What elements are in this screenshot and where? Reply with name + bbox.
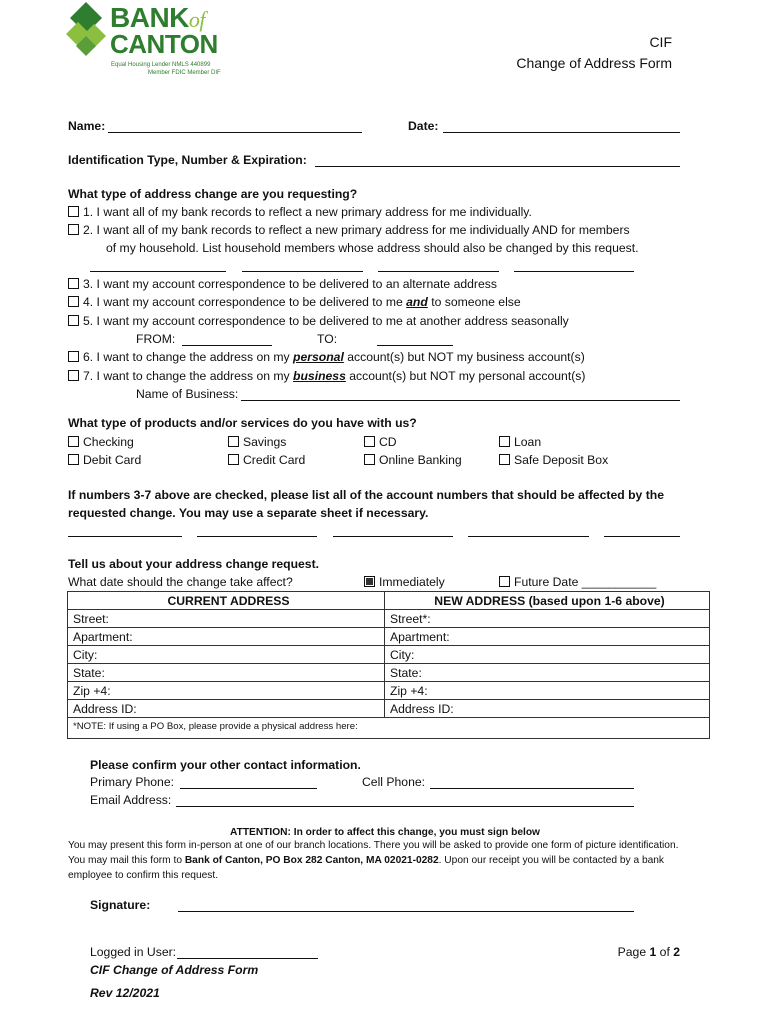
current-apartment[interactable]: Apartment: xyxy=(68,628,385,646)
contact-heading: Please confirm your other contact information. xyxy=(90,758,361,772)
immediately-label: Immediately xyxy=(379,575,445,589)
product-loan-label: Loan xyxy=(514,435,542,449)
account-number-field-3[interactable] xyxy=(333,536,453,537)
product-checking-label: Checking xyxy=(83,435,134,449)
form-title: Change of Address Form xyxy=(516,55,672,71)
option-4-label-pre: 4. I want my account correspondence to be delivered to me xyxy=(83,295,407,309)
accounts-note-line-1: If numbers 3-7 above are checked, please list all of the account numbers that should be affected by the xyxy=(68,488,664,502)
product-online-banking-label: Online Banking xyxy=(379,453,462,467)
attention-heading: ATTENTION: In order to affect this change, you must sign below xyxy=(230,827,540,838)
logged-in-user-field[interactable] xyxy=(177,958,318,959)
po-box-note-row[interactable] xyxy=(68,718,710,739)
attention-line-2 xyxy=(68,855,664,866)
form-code: CIF xyxy=(649,34,672,50)
future-date-label: Future Date xyxy=(514,575,579,589)
product-cd xyxy=(364,435,397,449)
date-label: Date: xyxy=(408,119,439,133)
product-credit-card-checkbox[interactable] xyxy=(228,454,239,465)
household-member-field-3[interactable] xyxy=(378,271,499,272)
product-cd-checkbox[interactable] xyxy=(364,436,375,447)
product-online-banking xyxy=(364,453,462,467)
product-online-banking-checkbox[interactable] xyxy=(364,454,375,465)
future-date-checkbox[interactable] xyxy=(499,576,510,587)
account-number-field-2[interactable] xyxy=(197,536,317,537)
future-date-blank[interactable]: ___________ xyxy=(581,575,657,589)
signature-field[interactable] xyxy=(178,911,634,912)
option-2-label: 2. I want all of my bank records to reflect a new primary address for me individually AND for members xyxy=(83,223,630,237)
household-member-field-2[interactable] xyxy=(242,271,363,272)
attention-line-1: You may present this form in-person at one of our branch locations. There you will be asked to provide one form of picture identification. xyxy=(68,840,679,851)
name-label: Name: xyxy=(68,119,106,133)
signature-label: Signature: xyxy=(90,898,151,912)
request-heading: Tell us about your address change request. xyxy=(68,557,320,571)
product-safe-deposit-box xyxy=(499,453,608,467)
option-2-line-2: of my household. List household members whose address should also be changed by this request. xyxy=(106,241,639,255)
to-field[interactable] xyxy=(377,345,453,346)
page-number: 1 xyxy=(649,945,657,959)
page-indicator xyxy=(618,945,680,959)
option-3-label: 3. I want my account correspondence to be delivered to an alternate address xyxy=(83,277,497,291)
email-field[interactable] xyxy=(176,806,634,807)
option-7 xyxy=(68,369,585,383)
option-3 xyxy=(68,277,497,291)
current-address-header: CURRENT ADDRESS xyxy=(68,592,385,610)
current-street[interactable]: Street: xyxy=(68,610,385,628)
option-2 xyxy=(68,223,630,237)
new-zip[interactable]: Zip +4: xyxy=(385,682,710,700)
diamond-logo-icon xyxy=(66,2,106,56)
option-7-label-pre: 7. I want to change the address on my xyxy=(83,369,294,383)
future-date-option xyxy=(499,575,656,589)
new-state[interactable]: State: xyxy=(385,664,710,682)
option-7-label-post: account(s) but NOT my personal account(s) xyxy=(345,369,586,383)
logo-of-word: of xyxy=(188,7,206,32)
change-type-question: What type of address change are you requesting? xyxy=(68,187,358,201)
option-7-label-emphasis: business xyxy=(293,369,346,383)
option-5 xyxy=(68,314,569,328)
to-label: TO: xyxy=(317,332,338,346)
option-1-label: 1. I want all of my bank records to reflect a new primary address for me individually. xyxy=(83,205,532,219)
option-5-checkbox[interactable] xyxy=(68,315,79,326)
product-savings-checkbox[interactable] xyxy=(228,436,239,447)
product-loan xyxy=(499,435,541,449)
option-6 xyxy=(68,350,585,364)
logged-in-user-label: Logged in User: xyxy=(90,945,177,959)
name-field[interactable] xyxy=(108,132,362,133)
product-cd-label: CD xyxy=(379,435,397,449)
logo-tagline-1: Equal Housing Lender NMLS 440899 xyxy=(111,62,211,68)
option-6-label-emphasis: personal xyxy=(293,350,344,364)
option-5-label: 5. I want my account correspondence to be delivered to me at another address seasonally xyxy=(83,314,569,328)
option-4-label-emphasis: and xyxy=(406,295,428,309)
business-name-field[interactable] xyxy=(241,400,680,401)
account-number-field-4[interactable] xyxy=(468,536,589,537)
cell-phone-field[interactable] xyxy=(430,788,634,789)
account-number-field-5[interactable] xyxy=(604,536,680,537)
business-name-label: Name of Business: xyxy=(136,387,239,401)
product-credit-card-label: Credit Card xyxy=(243,453,306,467)
immediately-option xyxy=(364,575,445,589)
footer-form-name: CIF Change of Address Form xyxy=(90,963,259,977)
attention-line-2-post: . Upon our receipt you will be contacted by a bank xyxy=(438,855,665,866)
household-member-field-4[interactable] xyxy=(514,271,634,272)
product-credit-card xyxy=(228,453,305,467)
cell-phone-label: Cell Phone: xyxy=(362,775,426,789)
email-label: Email Address: xyxy=(90,793,172,807)
current-city[interactable]: City: xyxy=(68,646,385,664)
product-savings xyxy=(228,435,286,449)
product-safe-deposit-box-checkbox[interactable] xyxy=(499,454,510,465)
option-4 xyxy=(68,295,521,309)
primary-phone-label: Primary Phone: xyxy=(90,775,174,789)
option-7-checkbox[interactable] xyxy=(68,370,79,381)
household-member-field-1[interactable] xyxy=(90,271,226,272)
when-label: What date should the change take affect? xyxy=(68,575,293,589)
product-checking xyxy=(68,435,134,449)
page-of: of xyxy=(656,945,674,959)
current-address-id[interactable]: Address ID: xyxy=(68,700,385,718)
new-address-header: NEW ADDRESS (based upon 1-6 above) xyxy=(385,592,710,610)
new-address-id[interactable]: Address ID: xyxy=(385,700,710,718)
product-checking-checkbox[interactable] xyxy=(68,436,79,447)
option-1-checkbox[interactable] xyxy=(68,206,79,217)
product-debit-card-checkbox[interactable] xyxy=(68,454,79,465)
option-6-checkbox[interactable] xyxy=(68,351,79,362)
page-total: 2 xyxy=(673,945,680,959)
option-2-checkbox[interactable] xyxy=(68,224,79,235)
option-1 xyxy=(68,205,532,219)
id-label: Identification Type, Number & Expiration: xyxy=(68,153,307,167)
product-debit-card-label: Debit Card xyxy=(83,453,142,467)
logo-text-canton: CANTON xyxy=(110,29,218,59)
logo-tagline-2: Member FDIC Member DIF xyxy=(148,70,221,76)
mailing-address: Bank of Canton, PO Box 282 Canton, MA 02021-0282 xyxy=(184,855,439,866)
option-4-checkbox[interactable] xyxy=(68,296,79,307)
product-loan-checkbox[interactable] xyxy=(499,436,510,447)
new-street[interactable]: Street*: xyxy=(385,610,710,628)
product-debit-card xyxy=(68,453,141,467)
account-number-field-1[interactable] xyxy=(68,536,182,537)
option-4-label-post: to someone else xyxy=(427,295,521,309)
current-state[interactable]: State: xyxy=(68,664,385,682)
from-label: FROM: xyxy=(136,332,176,346)
immediately-checkbox[interactable] xyxy=(364,576,375,587)
product-safe-deposit-box-label: Safe Deposit Box xyxy=(514,453,609,467)
accounts-note-line-2: requested change. You may use a separate sheet if necessary. xyxy=(68,506,429,520)
option-3-checkbox[interactable] xyxy=(68,278,79,289)
address-table xyxy=(67,591,710,739)
footer-revision: Rev 12/2021 xyxy=(90,986,160,1000)
po-box-note: *NOTE: If using a PO Box, please provide a physical address here: xyxy=(73,721,358,732)
date-field[interactable] xyxy=(443,132,680,133)
new-city[interactable]: City: xyxy=(385,646,710,664)
id-field[interactable] xyxy=(315,166,680,167)
option-6-label-pre: 6. I want to change the address on my xyxy=(83,350,294,364)
attention-line-3: employee to confirm this request. xyxy=(68,870,219,881)
option-6-label-post: account(s) but NOT my business account(s) xyxy=(343,350,585,364)
logo-bank-word: BANK xyxy=(110,2,189,33)
primary-phone-field[interactable] xyxy=(180,788,317,789)
from-field[interactable] xyxy=(182,345,272,346)
products-question: What type of products and/or services do you have with us? xyxy=(68,416,417,430)
product-savings-label: Savings xyxy=(243,435,287,449)
new-apartment[interactable]: Apartment: xyxy=(385,628,710,646)
current-zip[interactable]: Zip +4: xyxy=(68,682,385,700)
attention-line-2-pre: You may mail this form to xyxy=(68,855,185,866)
page-prefix: Page xyxy=(617,945,650,959)
